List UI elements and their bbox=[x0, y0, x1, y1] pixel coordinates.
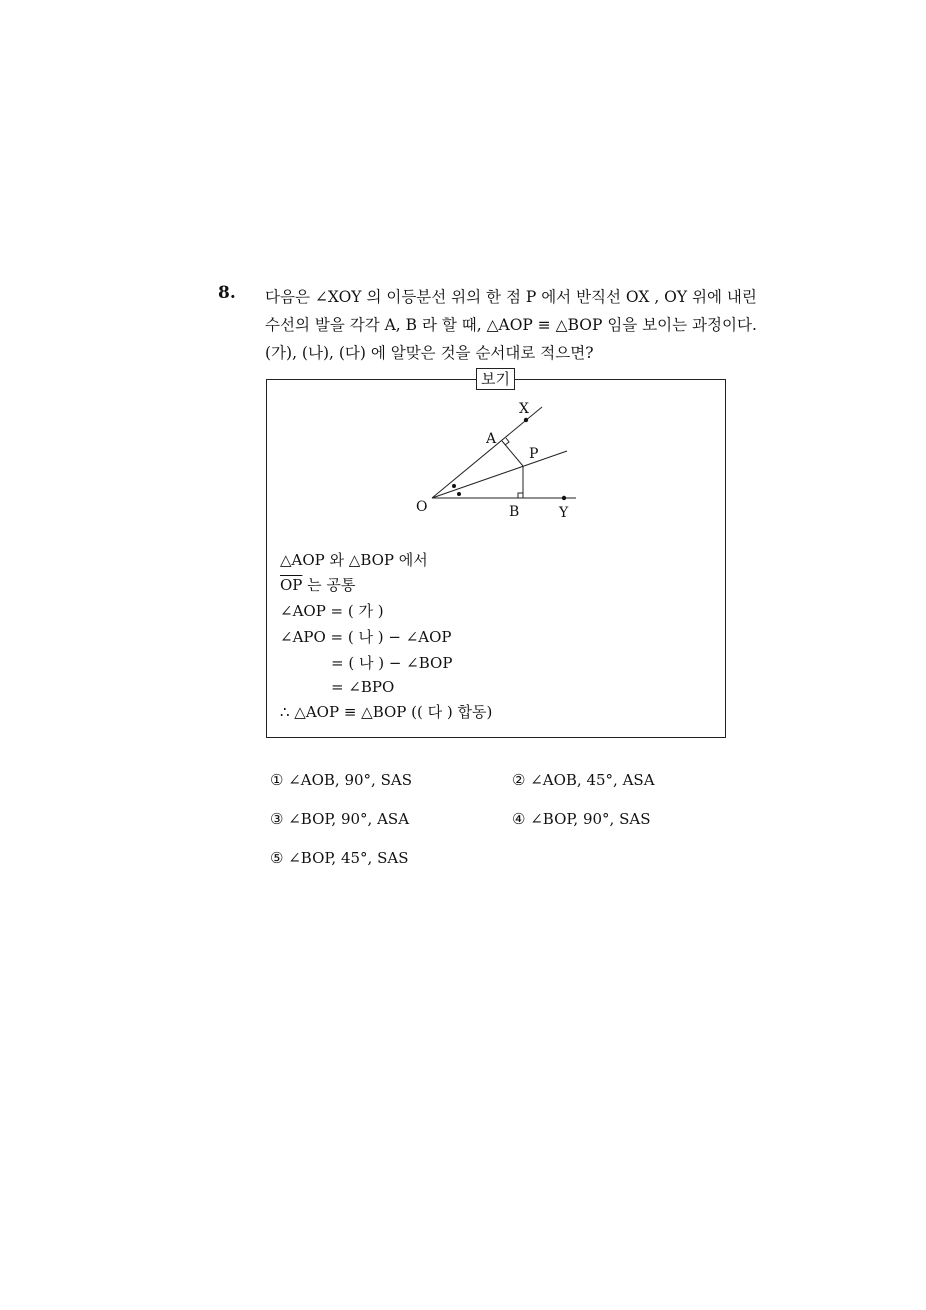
bogi-label: 보기 bbox=[476, 368, 515, 390]
choice-5[interactable]: ⑤ ∠BOP, 45°, SAS bbox=[270, 849, 409, 867]
proof-line-2 bbox=[280, 574, 355, 595]
choice-1[interactable]: ① ∠AOB, 90°, SAS bbox=[270, 771, 412, 789]
proof-line-7: ∴ △AOP ≡ △BOP (( 다 ) 합동) bbox=[280, 703, 493, 721]
question-number: 8. bbox=[218, 283, 236, 303]
proof-line-2-text: 는 공통 bbox=[302, 576, 356, 594]
proof-line-5: = ( 나 ) − ∠BOP bbox=[331, 654, 453, 672]
choice-3[interactable]: ③ ∠BOP, 90°, ASA bbox=[270, 810, 410, 828]
angle-mark-dot-lower bbox=[457, 492, 461, 496]
bisector-op bbox=[432, 451, 567, 498]
label-b: B bbox=[509, 504, 520, 520]
label-a: A bbox=[486, 431, 497, 447]
proof-line-6: = ∠BPO bbox=[331, 678, 395, 696]
label-y: Y bbox=[559, 505, 569, 521]
point-x bbox=[524, 418, 528, 422]
angle-mark-dot-upper bbox=[452, 484, 456, 488]
label-p: P bbox=[529, 446, 539, 462]
proof-line-4: ∠APO = ( 나 ) − ∠AOP bbox=[280, 628, 452, 646]
label-o: O bbox=[416, 499, 428, 515]
right-angle-mark-a bbox=[505, 438, 509, 445]
question-text-line-3: (가), (나), (다) 에 알맞은 것을 순서대로 적으면? bbox=[265, 344, 594, 362]
point-y bbox=[562, 496, 566, 500]
proof-line-1: △AOP 와 △BOP 에서 bbox=[280, 551, 428, 569]
choice-2[interactable]: ② ∠AOB, 45°, ASA bbox=[512, 771, 655, 789]
label-x: X bbox=[519, 401, 529, 417]
proof-line-3: ∠AOP = ( 가 ) bbox=[280, 602, 384, 620]
right-angle-mark-b bbox=[518, 493, 523, 498]
choice-4[interactable]: ④ ∠BOP, 90°, SAS bbox=[512, 810, 651, 828]
question-text-line-1: 다음은 ∠XOY 의 이등분선 위의 한 점 P 에서 반직선 OX , OY 위에 내린 bbox=[265, 288, 757, 306]
segment-op: $\overline{OP}$ bbox=[280, 576, 303, 594]
question-text-line-2: 수선의 발을 각각 A, B 라 할 때, △AOP ≡ △BOP 임을 보이는 과정이다. bbox=[265, 316, 757, 334]
